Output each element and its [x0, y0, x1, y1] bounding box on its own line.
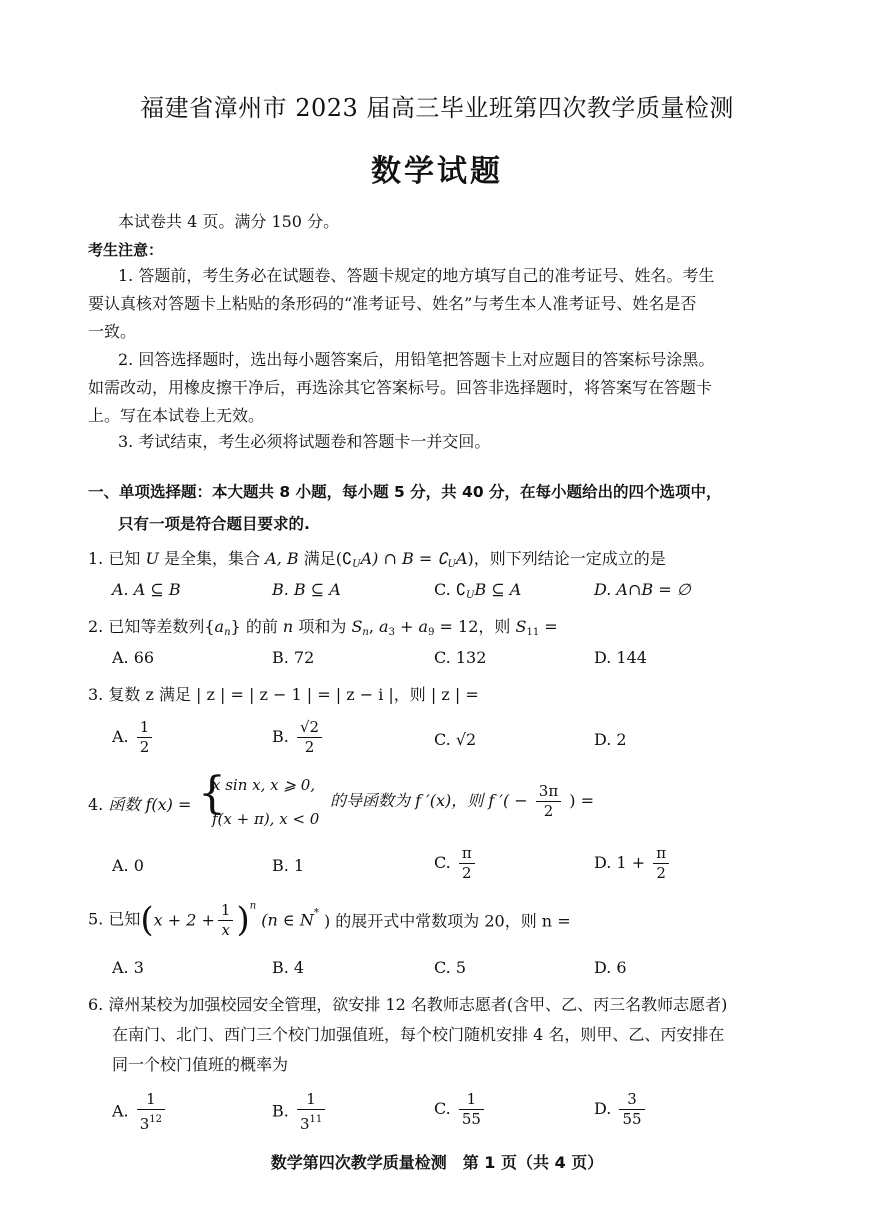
q1-option-c-tail: B ⊆ A [474, 580, 522, 599]
q3-number: 3. [88, 685, 104, 704]
q6-option-b-base: 3 [299, 1115, 310, 1133]
q6-option-b-denominator [297, 1110, 325, 1134]
notice-3: 3. 考试结束，考生必须将试题卷和答题卡一并交回。 [118, 432, 491, 451]
notice-2-line-3: 上。写在本试卷上无效。 [88, 406, 265, 425]
q6-option-c [434, 1090, 487, 1129]
q1-mid: A) ∩ B = ∁ [360, 549, 448, 568]
q4-option-d-numerator: π [653, 844, 669, 864]
q2-number: 2. [88, 617, 104, 636]
q3-text: 复数 z 满足 | z | = | z − 1 | = | z − i |，则 | z | = [108, 685, 479, 704]
question-1 [88, 546, 666, 570]
intro-pages: 本试卷共 4 页。满分 150 分。 [118, 212, 340, 231]
q5-option-d: D. 6 [594, 958, 627, 977]
q3-option-b [272, 718, 325, 757]
notice-heading: 考生注意： [88, 241, 164, 259]
q2-a9-sub: 9 [428, 627, 435, 638]
q1-sub-U: U [352, 559, 361, 570]
question-2: 2. 已知等差数列$\{a_n\}$ 的前 n 项和为 $S_n$, $a_3 + a_9 = 12$，则 $S_{11}$ = [88, 617, 558, 638]
notice-1-line-3: 一致。 [88, 322, 137, 341]
q1-text-c: 满足( [303, 549, 342, 568]
q3-option-a-label: A. [112, 727, 129, 746]
q6-option-d-fraction [619, 1090, 644, 1129]
exam-title: 福建省漳州市 2023 届高三毕业班第四次教学质量检测 [140, 94, 734, 122]
q6-option-b-fraction [297, 1090, 325, 1134]
q2-option-a: A. 66 [112, 648, 155, 667]
q5-fraction-numerator: 1 [218, 901, 234, 921]
q2-a3-sub: 3 [388, 627, 395, 638]
q6-text-l1: 漳州某校为加强校园安全管理，欲安排 12 名教师志愿者(含甲、乙、丙三名教师志愿者) [108, 995, 728, 1014]
q2-S11-sub: 11 [526, 627, 540, 638]
q6-option-a-denominator [137, 1110, 165, 1134]
q4-fraction [536, 782, 561, 821]
q4-fraction-denominator: 2 [543, 802, 554, 820]
q4-option-c-numerator: π [459, 844, 475, 864]
q2-a-sub: n [224, 627, 231, 638]
q3-option-a-denominator: 2 [139, 738, 150, 756]
q3-option-a-fraction [137, 718, 153, 757]
page-footer: 数学第四次教学质量检测 第 1 页（共 4 页） [270, 1153, 604, 1172]
q5-option-c: C. 5 [434, 958, 467, 977]
q6-option-c-fraction [459, 1090, 484, 1129]
q1-text-b: 是全集，集合 [164, 549, 261, 568]
q6-option-d [594, 1090, 648, 1129]
q1-UA: A [455, 549, 468, 568]
q4-option-c [434, 844, 478, 883]
q4-option-c-fraction [459, 844, 475, 883]
question-3 [88, 682, 479, 705]
q6-option-d-numerator: 3 [619, 1090, 644, 1110]
q2-a3: a [379, 617, 389, 636]
q6-option-c-label: C. [434, 1099, 451, 1118]
question-6-line-2: 在南门、北门、西门三个校门加强值班，每个校门随机安排 4 名，则甲、乙、丙安排在 [112, 1025, 725, 1044]
q1-U: U [145, 549, 159, 568]
q4-option-d [594, 844, 672, 883]
notice-2-line-1: 2. 回答选择题时，选出每小题答案后，用铅笔把答题卡上对应题目的答案标号涂黑。 [118, 350, 715, 369]
q2-S-sub: n [362, 627, 369, 638]
q1-number: 1. [88, 549, 104, 568]
q4-case-2: f(x + π), x < 0 [212, 810, 320, 828]
q2-a9: a [418, 617, 429, 636]
q3-option-c: C. √2 [434, 730, 477, 749]
q1-option-b: B. B ⊆ A [272, 580, 341, 599]
section-1-heading-line-1: 一、单项选择题：本大题共 8 小题，每小题 5 分，共 40 分，在每小题给出的四个选项中， [88, 483, 722, 501]
section-1-heading-line-2: 只有一项是符合题目要求的. [118, 515, 310, 533]
q4-fraction-numerator: 3π [536, 782, 561, 802]
q5-number: 5. [88, 909, 104, 929]
q2-option-d: D. 144 [594, 648, 647, 667]
q4-case-1: x sin x, x ⩾ 0, [212, 776, 316, 794]
q3-option-b-numerator: √2 [297, 718, 322, 738]
q4-option-a: A. 0 [112, 856, 144, 875]
q4-option-b: B. 1 [272, 856, 305, 875]
q3-option-a-numerator: 1 [137, 718, 153, 738]
q2-option-c: C. 132 [434, 648, 487, 667]
q5-option-b: B. 4 [272, 958, 305, 977]
q6-option-b-exponent: 11 [309, 1114, 323, 1125]
question-6-line-3: 同一个校门值班的概率为 [112, 1055, 289, 1074]
q4-text-c: ) = [569, 791, 595, 810]
question-4-lead [88, 792, 191, 815]
q6-option-b-numerator: 1 [297, 1090, 325, 1110]
q5-inner: x + 2 + [153, 910, 215, 930]
q2-S11: S [515, 617, 527, 636]
question-6-line-1 [88, 992, 727, 1015]
q3-option-b-denominator: 2 [304, 738, 315, 756]
q1-option-c [434, 580, 521, 601]
q2-a: a [214, 617, 225, 636]
q3-option-b-fraction [297, 718, 322, 757]
q1-AB: A, B [265, 549, 299, 568]
question-5 [88, 900, 571, 940]
notice-1-line-1: 1. 答题前，考生务必在试题卷、答题卡规定的地方填写自己的准考证号、姓名。考生 [118, 266, 715, 285]
q5-right-paren: ) [236, 900, 250, 940]
q5-text-b: (n ∈ N [261, 910, 314, 930]
q1-option-c-label: C. ∁ [434, 580, 467, 599]
q4-brace: { [198, 768, 226, 819]
q4-option-d-fraction [653, 844, 669, 883]
q3-option-b-label: B. [272, 727, 289, 746]
q6-option-a-numerator: 1 [137, 1090, 165, 1110]
q5-left-paren: ( [140, 900, 154, 940]
q6-option-b-label: B. [272, 1101, 289, 1121]
q3-option-d: D. 2 [594, 730, 627, 749]
q4-option-c-label: C. [434, 853, 451, 872]
q5-star: * [313, 907, 319, 919]
notice-2-line-2: 如需改动，用橡皮擦干净后，再选涂其它答案标号。回答非选择题时，将答案写在答题卡 [88, 378, 713, 397]
q1-text-a: 已知 [108, 549, 141, 568]
q4-option-d-label: D. 1 + [594, 853, 646, 872]
q2-text-a: 已知等差数列{ [108, 617, 215, 636]
q2-option-b: B. 72 [272, 648, 315, 667]
exam-subtitle: 数学试题 [371, 154, 503, 189]
q6-option-c-numerator: 1 [459, 1090, 484, 1110]
q5-fraction [218, 901, 234, 940]
q1-text-d: )，则下列结论一定成立的是 [467, 549, 666, 568]
q5-fraction-denominator: x [221, 920, 230, 939]
notice-1-line-2: 要认真核对答题卡上粘贴的条形码的“准考证号、姓名”与考生本人准考证号、姓名是否 [88, 294, 697, 313]
q2-n: n [282, 617, 294, 636]
q6-option-b [272, 1090, 328, 1134]
q6-option-a-exponent: 12 [149, 1114, 163, 1125]
q6-option-c-denominator: 55 [461, 1110, 481, 1128]
q4-text-b: 的导函数为 f ′(x)，则 f ′( − [330, 791, 528, 810]
q6-option-a-base: 3 [139, 1115, 150, 1133]
q4-option-d-denominator: 2 [656, 864, 666, 882]
q5-exponent: n [249, 900, 257, 912]
q3-option-a [112, 718, 155, 757]
q6-option-a [112, 1090, 168, 1134]
q4-text-a: 函数 f(x) = [108, 795, 192, 814]
q6-option-d-denominator: 55 [622, 1110, 642, 1128]
q1-complement-symbol: ∁ [341, 549, 353, 568]
q1-option-a: A. A ⊆ B [112, 580, 181, 599]
q6-number: 6. [88, 995, 104, 1014]
q4-number: 4. [88, 795, 104, 814]
q1-option-c-sub: U [466, 590, 475, 601]
q5-option-a: A. 3 [112, 958, 144, 977]
q2-text-b: } 的前 [230, 617, 278, 636]
q1-option-d: D. A∩B = ∅ [594, 580, 691, 599]
q2-text-f: = 12，则 [439, 617, 511, 636]
q4-option-c-denominator: 2 [462, 864, 472, 882]
q2-S: S [351, 617, 363, 636]
q6-option-d-label: D. [594, 1099, 612, 1118]
question-4-tail [330, 782, 594, 821]
q1-sub-U2: U [447, 559, 456, 570]
q6-option-a-label: A. [112, 1101, 129, 1121]
q6-option-a-fraction [137, 1090, 165, 1134]
q2-text-c: 项和为 [298, 617, 347, 636]
q2-text-h: = [544, 617, 558, 636]
q5-text-a: 已知 [108, 909, 141, 929]
q5-text-c: ) 的展开式中常数项为 20，则 n = [323, 911, 571, 931]
